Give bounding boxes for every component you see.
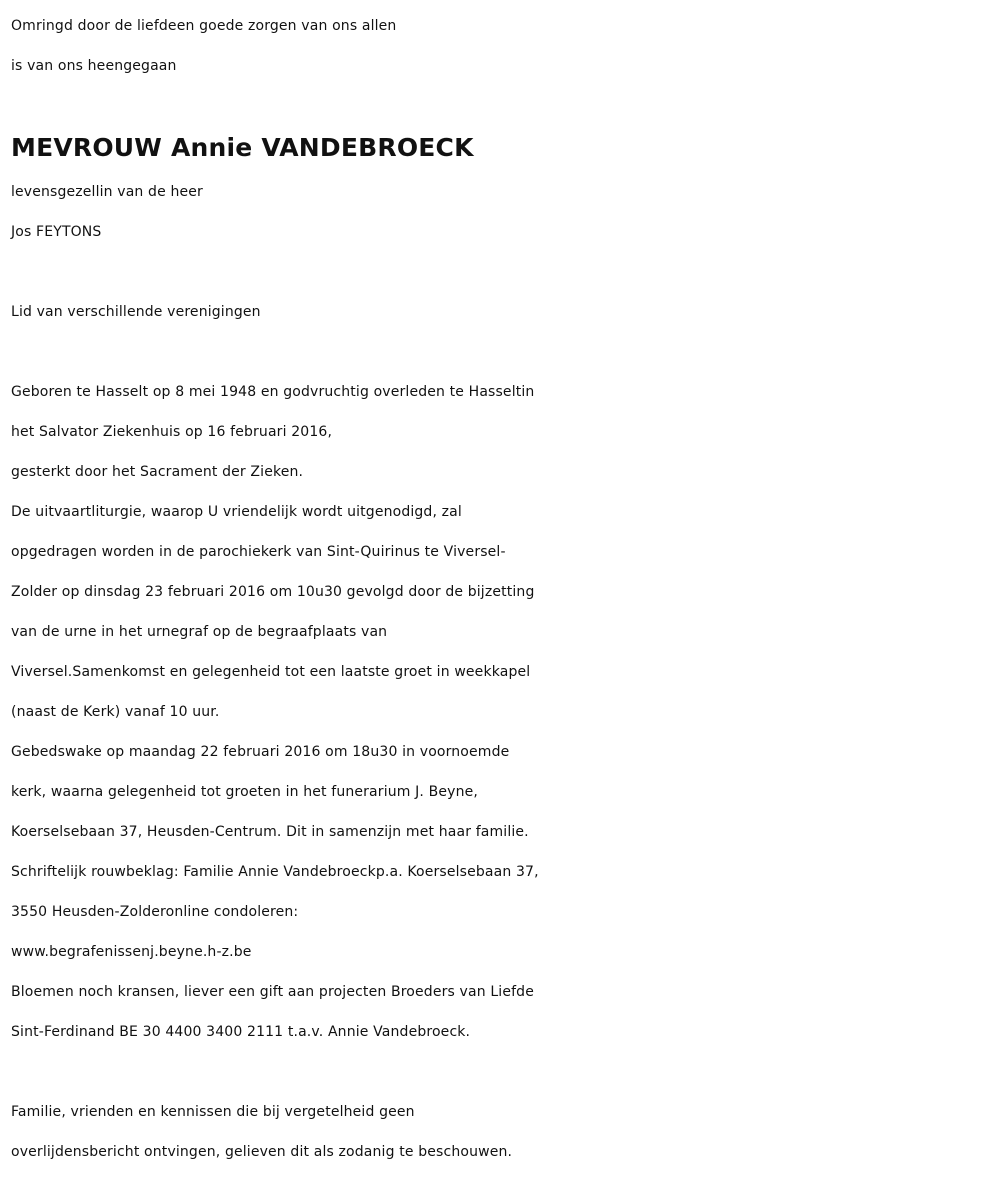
body-line: Koerselsebaan 37, Heusden-Centrum. Dit in samenzijn met haar familie. — [11, 824, 529, 840]
closing-line: Familie, vrienden en kennissen die bij vergetelheid geen — [11, 1104, 415, 1120]
membership-text: Lid van verschillende verenigingen — [11, 304, 261, 320]
body-line: Viversel.Samenkomst en gelegenheid tot een laatste groet in weekkapel — [11, 664, 531, 680]
body-text — [11, 372, 1000, 1052]
closing-line: overlijdensbericht ontvingen, gelieven dit als zodanig te beschouwen. — [11, 1144, 513, 1160]
body-line: 3550 Heusden-Zolderonline condoleren: — [11, 904, 299, 920]
body-line: Geboren te Hasselt op 8 mei 1948 en godvruchtig overleden te Hasseltin — [11, 384, 535, 400]
spacer — [11, 332, 1000, 372]
body-line: gesterkt door het Sacrament der Zieken. — [11, 464, 304, 480]
intro-line: Omringd door de liefdeen goede zorgen van ons allen — [11, 18, 397, 34]
spacer — [11, 1052, 1000, 1092]
body-line: Schriftelijk rouwbeklag: Familie Annie Vandebroeckp.a. Koerselsebaan 37, — [11, 864, 539, 880]
condolence-website: www.begrafenissenj.beyne.h-z.be — [11, 944, 252, 960]
body-line: (naast de Kerk) vanaf 10 uur. — [11, 704, 220, 720]
body-line: Bloemen noch kransen, liever een gift aan projecten Broeders van Liefde — [11, 984, 534, 1000]
body-line: De uitvaartliturgie, waarop U vriendelijk wordt uitgenodigd, zal — [11, 504, 462, 520]
relation-line: levensgezellin van de heer — [11, 184, 203, 200]
relation-text — [11, 172, 1000, 252]
body-line: het Salvator Ziekenhuis op 16 februari 2016, — [11, 424, 333, 440]
deceased-name: MEVROUW Annie VANDEBROECK — [11, 133, 474, 162]
body-line: Gebedswake op maandag 22 februari 2016 om 18u30 in voornoemde — [11, 744, 510, 760]
body-line: Zolder op dinsdag 23 februari 2016 om 10u30 gevolgd door de bijzetting — [11, 584, 535, 600]
relation-line: Jos FEYTONS — [11, 224, 102, 240]
spacer — [11, 252, 1000, 292]
closing-text — [11, 1092, 1000, 1172]
body-line: Sint-Ferdinand BE 30 4400 3400 2111 t.a.v. Annie Vandebroeck. — [11, 1024, 471, 1040]
body-line: kerk, waarna gelegenheid tot groeten in het funerarium J. Beyne, — [11, 784, 478, 800]
body-line: van de urne in het urnegraf op de begraafplaats van — [11, 624, 388, 640]
intro-line: is van ons heengegaan — [11, 58, 177, 74]
intro-text — [11, 6, 1000, 86]
body-line: opgedragen worden in de parochiekerk van Sint-Quirinus te Viversel- — [11, 544, 506, 560]
